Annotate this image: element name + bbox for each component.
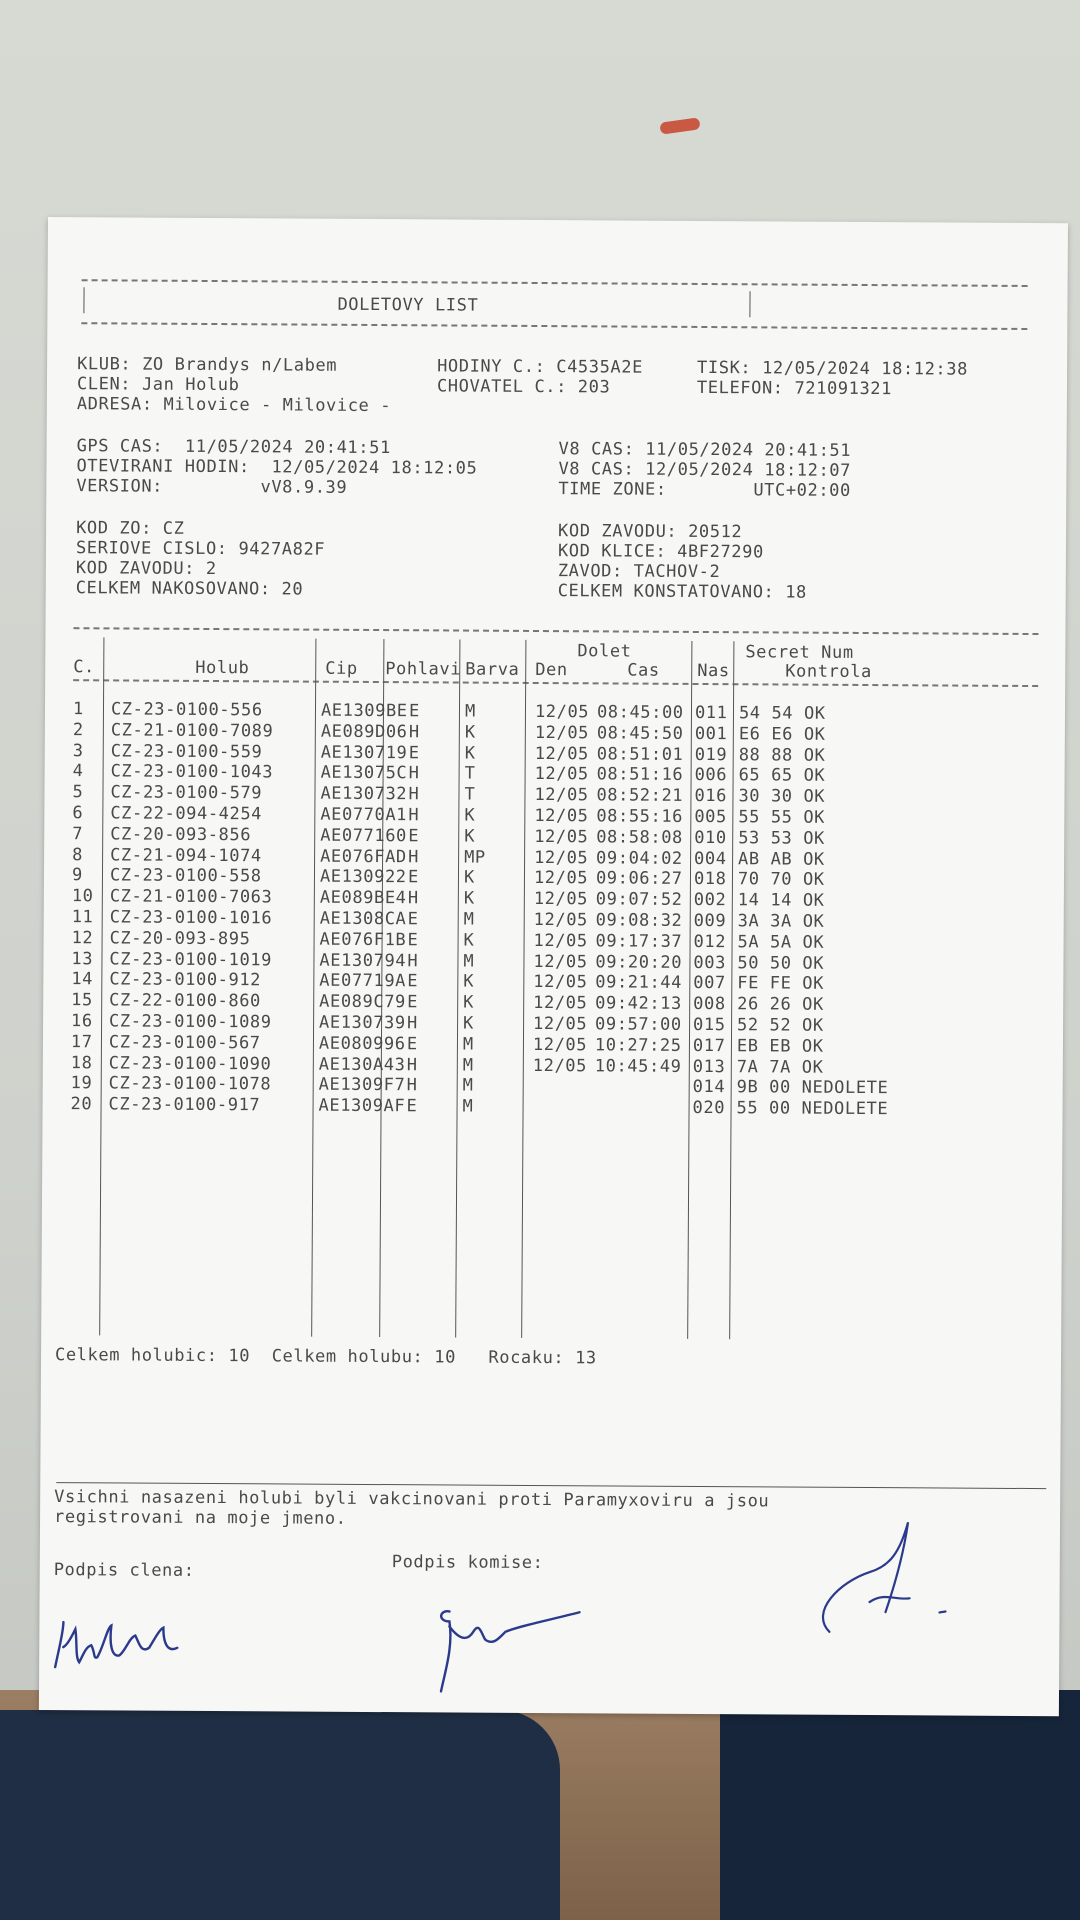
commission-signature-2	[799, 1512, 970, 1653]
v8-cas-2-text: V8 CAS: 12/05/2024 18:12:07	[558, 459, 852, 481]
cell-pohlavi: E	[407, 971, 419, 992]
cell-den: 12/05	[534, 743, 589, 764]
cell-kontrola: 30 30 OK	[738, 786, 826, 807]
header-den: Den	[535, 659, 568, 681]
header-nas: Nas	[697, 660, 730, 682]
cell-cip: AE1309F7	[318, 1075, 406, 1096]
cell-cip: AE13075C	[320, 763, 408, 784]
cell-kontrola: 14 14 OK	[737, 890, 825, 911]
cell-holub: CZ-22-0100-860	[109, 990, 261, 1012]
klub-text: KLUB: ZO Brandys n/Labem	[77, 354, 338, 376]
cell-pohlavi: H	[408, 763, 420, 784]
title-top-rule	[82, 279, 1028, 287]
cell-kontrola: FE FE OK	[737, 973, 825, 995]
cell-pohlavi: H	[408, 722, 420, 743]
cell-barva: M	[463, 909, 475, 930]
cell-pohlavi: E	[408, 701, 420, 722]
cell-holub: CZ-23-0100-1016	[109, 907, 273, 929]
cell-nas: 015	[693, 1014, 726, 1036]
cell-cas: 09:04:02	[596, 847, 683, 869]
cell-den: 12/05	[534, 764, 589, 785]
cell-holub: CZ-23-0100-579	[110, 782, 263, 804]
cell-pohlavi: H	[407, 950, 419, 971]
cell-cas: 08:51:16	[596, 764, 684, 786]
header-secret: Secret Num	[745, 642, 854, 663]
cell-holub: CZ-23-0100-917	[108, 1094, 261, 1116]
cell-c: 6	[72, 803, 84, 824]
cell-cip: AE130719	[320, 742, 408, 763]
header-barva: Barva	[465, 659, 520, 680]
cell-barva: K	[464, 805, 476, 826]
v8-cas-1-text: V8 CAS: 11/05/2024 20:41:51	[558, 439, 852, 461]
cell-c: 19	[70, 1073, 93, 1094]
cell-cip: AE130794	[319, 950, 407, 971]
cell-barva: K	[463, 992, 475, 1013]
cell-barva: K	[464, 826, 476, 847]
cell-den: 12/05	[533, 909, 588, 931]
cell-kontrola: 65 65 OK	[738, 765, 826, 787]
cell-cip: AE1309AF	[318, 1095, 406, 1117]
cell-cip: AE1308CA	[319, 908, 407, 930]
cell-cas: 09:07:52	[595, 889, 683, 911]
cell-pohlavi: E	[408, 826, 420, 847]
cell-c: 14	[71, 969, 94, 990]
adresa-text: ADRESA: Milovice - Milovice -	[76, 394, 392, 417]
col-bar-c	[99, 637, 104, 1335]
col-bar-barva	[521, 640, 526, 1338]
cell-kontrola: 55 00 NEDOLETE	[736, 1098, 889, 1120]
cell-nas: 006	[694, 765, 728, 786]
cell-c: 7	[72, 823, 84, 845]
cell-cas: 09:42:13	[595, 993, 682, 1015]
cell-pohlavi: H	[407, 1013, 418, 1034]
cell-barva: K	[464, 743, 476, 764]
gps-cas-text: GPS CAS: 11/05/2024 20:41:51	[76, 436, 391, 459]
header-cip: Cip	[325, 658, 358, 679]
cell-c: 16	[71, 1011, 93, 1032]
header-pohlavi: Pohlavi	[385, 659, 462, 680]
header-c: C.	[73, 657, 95, 678]
cell-holub: CZ-23-0100-556	[110, 699, 263, 721]
cell-pohlavi: E	[407, 992, 419, 1013]
cell-cip: AE089C79	[319, 991, 406, 1013]
cell-kontrola: 55 55 OK	[738, 807, 826, 828]
cell-nas: 016	[694, 786, 728, 807]
cell-pohlavi: H	[408, 805, 420, 826]
header-cas: Cas	[627, 660, 660, 681]
kod-zavodu-left-text: KOD ZAVODU: 2	[75, 558, 217, 580]
cell-holub: CZ-23-0100-1090	[108, 1052, 272, 1074]
cell-c: 12	[71, 927, 94, 949]
cell-pohlavi: E	[407, 867, 419, 888]
konstatovano-text: CELKEM KONSTATOVANO: 18	[557, 581, 807, 603]
header-dolet: Dolet	[577, 641, 632, 662]
cell-barva: T	[464, 763, 476, 785]
cell-cip: AE080996	[318, 1033, 406, 1054]
cell-den: 12/05	[534, 805, 589, 827]
tisk-text: TISK: 12/05/2024 18:12:38	[697, 357, 969, 380]
cell-holub: CZ-23-0100-567	[108, 1032, 261, 1054]
cell-holub: CZ-23-0100-559	[110, 740, 263, 762]
statement-line-2: registrovani na moje jmeno.	[53, 1507, 347, 1529]
cell-c: 13	[71, 948, 94, 969]
cell-cas: 10:45:49	[594, 1055, 682, 1077]
background-cloth-right	[720, 1690, 1080, 1920]
cell-den: 12/05	[534, 826, 589, 848]
cell-nas: 005	[694, 806, 727, 828]
cell-nas: 003	[693, 952, 727, 973]
cell-c: 1	[72, 699, 84, 720]
cell-cas: 09:20:20	[595, 951, 683, 973]
col-bar-holub	[311, 639, 316, 1337]
cell-c: 11	[71, 907, 94, 928]
col-bar-nas	[729, 641, 734, 1339]
cell-pohlavi: H	[408, 784, 420, 805]
cell-den: 12/05	[533, 951, 588, 972]
cell-c: 2	[72, 719, 84, 741]
kod-zavodu-right-text: KOD ZAVODU: 20512	[558, 521, 743, 543]
cell-cip: AE07719A	[319, 971, 407, 992]
cell-holub: CZ-21-0100-7089	[110, 720, 274, 742]
cell-kontrola: 50 50 OK	[737, 952, 825, 974]
cell-cip: AE089D06	[320, 721, 408, 743]
cell-kontrola: 88 88 OK	[738, 744, 826, 766]
background-cloth-left	[0, 1710, 560, 1920]
cell-pohlavi: H	[406, 1075, 418, 1096]
cell-barva: M	[463, 951, 475, 972]
cell-holub: CZ-20-093-856	[110, 824, 252, 846]
cell-holub: CZ-23-0100-1019	[109, 948, 273, 970]
cell-pohlavi: E	[407, 909, 419, 930]
cell-barva: M	[462, 1034, 474, 1055]
cell-barva: K	[463, 930, 475, 951]
podpis-clena-label: Podpis clena:	[53, 1560, 195, 1581]
cell-nas: 020	[692, 1098, 726, 1119]
cell-nas: 002	[693, 890, 727, 911]
cell-cas: 08:58:08	[596, 827, 683, 848]
cell-c: 20	[70, 1094, 93, 1115]
kod-klice-text: KOD KLICE: 4BF27290	[557, 541, 764, 563]
cell-den: 12/05	[534, 847, 589, 868]
cell-cip: AE130739	[319, 1012, 406, 1034]
cell-cip: AE076FAD	[320, 846, 407, 867]
cell-cip: AE076F1B	[319, 929, 407, 950]
cell-kontrola: 26 26 OK	[737, 994, 824, 1015]
cell-kontrola: 7A 7A OK	[736, 1056, 824, 1078]
cell-barva: MP	[464, 847, 486, 868]
cell-kontrola: 5A 5A OK	[737, 932, 825, 953]
cell-holub: CZ-21-094-1074	[110, 844, 262, 866]
title-right-bar	[749, 291, 750, 317]
cell-pohlavi: H	[408, 846, 420, 867]
cell-barva: M	[462, 1055, 474, 1076]
statement-line-1: Vsichni nasazeni holubi byli vakcinovani proti Paramyxoviru a jsou	[54, 1487, 770, 1512]
telefon-text: TELEFON: 721091321	[696, 377, 893, 400]
cell-c: 15	[71, 990, 93, 1011]
cell-barva: K	[463, 867, 475, 889]
clen-text: CLEN: Jan Holub	[76, 374, 240, 396]
cell-den: 12/05	[533, 868, 589, 889]
cell-den: 12/05	[534, 701, 590, 723]
chovatel-text: CHOVATEL C.: 203	[436, 376, 611, 398]
time-zone-text: TIME ZONE: UTC+02:00	[558, 479, 851, 501]
seriove-cislo-text: SERIOVE CISLO: 9427A82F	[75, 538, 326, 560]
col-bar-dolet	[687, 641, 692, 1339]
cell-holub: CZ-20-093-895	[109, 928, 251, 950]
col-bar-pohlavi	[455, 640, 460, 1338]
cell-barva: M	[462, 1075, 474, 1097]
cell-den: 12/05	[534, 722, 590, 744]
cell-cas: 09:08:32	[595, 910, 683, 931]
cell-c: 18	[70, 1052, 93, 1073]
cell-holub: CZ-23-0100-1089	[109, 1011, 272, 1033]
cell-kontrola: E6 E6 OK	[738, 724, 826, 745]
cell-nas: 012	[693, 931, 727, 952]
cell-holub: CZ-23-0100-1078	[108, 1073, 272, 1095]
oteviraci-text: OTEVIRANI HODIN: 12/05/2024 18:12:05	[76, 456, 478, 479]
cell-c: 10	[71, 886, 94, 907]
cell-nas: 007	[693, 973, 726, 994]
cell-cas: 08:45:00	[596, 702, 684, 723]
cell-c: 3	[72, 740, 84, 761]
cell-cas: 09:06:27	[595, 868, 683, 890]
cell-nas: 014	[692, 1077, 726, 1098]
cell-pohlavi: H	[406, 1054, 418, 1075]
cell-cas: 10:27:25	[594, 1035, 682, 1056]
cell-holub: CZ-23-0100-558	[109, 865, 262, 887]
cell-nas: 011	[694, 702, 728, 724]
hodiny-text: HODINY C.: C4535A2E	[437, 356, 644, 378]
cell-cip: AE130A43	[318, 1054, 406, 1075]
cell-nas: 009	[693, 910, 727, 932]
cell-cas: 08:45:50	[596, 723, 684, 744]
cell-nas: 008	[693, 994, 726, 1015]
cell-holub: CZ-22-094-4254	[110, 803, 263, 825]
cell-den: 12/05	[532, 1034, 588, 1056]
cell-c: 9	[71, 865, 83, 886]
cell-cas: 08:51:01	[596, 743, 684, 765]
cell-kontrola: 53 53 OK	[738, 828, 825, 849]
cell-barva: M	[464, 701, 476, 722]
cell-pohlavi: E	[407, 930, 419, 951]
title-left-bar	[83, 287, 84, 313]
cell-nas: 010	[694, 827, 727, 848]
cell-barva: K	[463, 888, 475, 909]
cell-kontrola: 70 70 OK	[737, 869, 825, 891]
document-title: DOLETOVY LIST	[337, 294, 479, 316]
cell-cas: 09:17:37	[595, 931, 683, 952]
header-holub: Holub	[195, 657, 250, 679]
cell-kontrola: 52 52 OK	[737, 1015, 824, 1036]
cell-nas: 013	[692, 1056, 726, 1077]
member-signature	[49, 1607, 189, 1678]
nakosovano-text: CELKEM NAKOSOVANO: 20	[75, 578, 304, 600]
cell-barva: K	[463, 1013, 474, 1034]
cell-kontrola: AB AB OK	[738, 848, 825, 870]
document-page	[39, 217, 1068, 1716]
table-top-rule	[73, 627, 1038, 635]
cell-barva: K	[463, 971, 475, 993]
cell-pohlavi: E	[408, 742, 420, 763]
cell-c: 5	[72, 782, 84, 803]
cell-cip: AE130922	[319, 867, 407, 888]
cell-den: 12/05	[534, 785, 589, 806]
cell-kontrola: 9B 00 NEDOLETE	[736, 1077, 889, 1099]
cell-cip: AE077160	[320, 825, 407, 847]
zavod-text: ZAVOD: TACHOV-2	[557, 561, 721, 583]
cell-nas: 004	[694, 848, 727, 869]
cell-pohlavi: H	[407, 888, 419, 909]
kod-zo-text: KOD ZO: CZ	[76, 518, 185, 539]
cell-nas: 018	[693, 869, 727, 890]
cell-pohlavi: E	[406, 1034, 418, 1055]
cell-cas: 08:55:16	[596, 806, 684, 827]
cell-nas: 019	[694, 744, 728, 765]
cell-den: 12/05	[533, 889, 589, 910]
cell-cip: AE089BE4	[319, 887, 407, 909]
cell-den: 12/05	[533, 1013, 588, 1035]
cell-den: 12/05	[533, 972, 588, 993]
commission-signature-1	[419, 1591, 620, 1702]
cell-holub: CZ-23-0100-912	[109, 969, 262, 991]
cell-cip: AE130732	[320, 783, 408, 805]
cell-barva: K	[464, 722, 476, 743]
cell-cip: AE1309BE	[320, 700, 408, 722]
cell-c: 4	[72, 761, 84, 782]
cell-kontrola: EB EB OK	[736, 1036, 824, 1057]
title-bottom-rule	[81, 322, 1027, 330]
cell-nas: 001	[694, 723, 728, 744]
cell-holub: CZ-23-0100-1043	[110, 761, 274, 783]
cell-den: 12/05	[532, 1055, 588, 1076]
cell-cas: 09:21:44	[595, 972, 683, 994]
cell-holub: CZ-21-0100-7063	[109, 886, 273, 908]
cell-barva: M	[462, 1096, 474, 1117]
cell-den: 12/05	[533, 930, 588, 952]
cell-den: 12/05	[533, 993, 588, 1014]
header-kontrola: Kontrola	[785, 661, 872, 683]
cell-kontrola: 54 54 OK	[738, 703, 826, 724]
cell-cas: 08:52:21	[596, 785, 684, 807]
totals-text: Celkem holubic: 10 Celkem holubu: 10 Rocaku: 13	[54, 1345, 597, 1369]
cell-nas: 017	[692, 1035, 726, 1056]
cell-cip: AE0770A1	[320, 804, 408, 826]
cell-pohlavi: E	[406, 1096, 418, 1117]
version-text: VERSION: vV8.9.39	[76, 476, 348, 498]
cell-c: 17	[70, 1031, 93, 1053]
podpis-komise-label: Podpis komise:	[391, 1552, 544, 1574]
cell-c: 8	[72, 844, 84, 865]
cell-cas: 09:57:00	[595, 1014, 682, 1035]
cell-barva: T	[464, 784, 476, 805]
cell-kontrola: 3A 3A OK	[737, 911, 825, 932]
table-header-rule	[73, 679, 1038, 687]
